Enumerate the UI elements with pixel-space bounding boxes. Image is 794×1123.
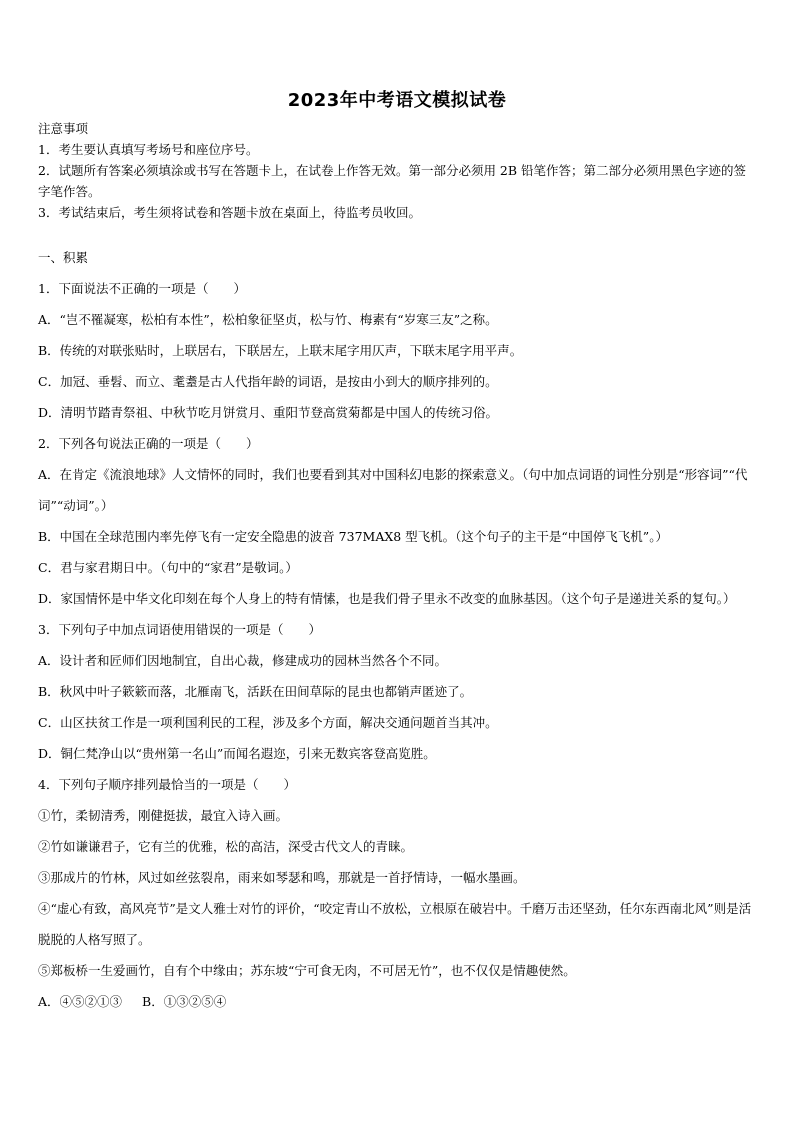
question-option: B．秋风中叶子簌簌而落，北雁南飞，活跃在田间草际的昆虫也都销声匿迹了。	[38, 684, 473, 699]
question-option: A．“岂不罹凝寒，松柏有本性”，松柏象征坚贞，松与竹、梅素有“岁寒三友”之称。	[38, 312, 498, 327]
notice-heading: 注意事项	[38, 121, 89, 136]
question-option: D．铜仁梵净山以“贵州第一名山”而闻名遐迩，引来无数宾客登高览胜。	[38, 746, 436, 761]
question-option: B．①③②⑤④	[142, 994, 227, 1009]
question-option: B．中国在全球范围内率先停飞有一定安全隐患的波音 737MAX8 型飞机。（这个句子的主干是“中国停飞飞机”。）	[38, 529, 668, 544]
notice-block	[38, 118, 756, 223]
question-stem: 4．下列句子顺序排列最恰当的一项是（ ）	[38, 777, 296, 792]
question-stem: 3．下列句子中加点词语使用错误的一项是（ ）	[38, 622, 321, 637]
question-stem: 2．下列各句说法正确的一项是（ ）	[38, 436, 259, 451]
answer-options-row	[38, 986, 756, 1017]
page-title: 2023年中考语文模拟试卷	[287, 90, 507, 111]
question-sentence: ④“虚心有致，高风亮节”是文人雅士对竹的评价，“咬定青山不放松，立根原在破岩中。千磨万击还坚劲，任尔东西南北风”则是活脱脱的人格写照了。	[38, 901, 752, 947]
question-sentence: ③那成片的竹林，风过如丝弦裂帛，雨来如琴瑟和鸣，那就是一首抒情诗，一幅水墨画。	[38, 870, 526, 885]
question-sentence: ⑤郑板桥一生爱画竹，自有个中缘由；苏东坡“宁可食无肉，不可居无竹”，也不仅仅是情趣使然。	[38, 963, 576, 978]
question-option: D．清明节踏青祭祖、中秋节吃月饼赏月、重阳节登高赏菊都是中国人的传统习俗。	[38, 405, 499, 420]
question-sentence: ①竹，柔韧清秀，刚健挺拔，最宜入诗入画。	[38, 808, 289, 823]
question-option: D．家国情怀是中华文化印刻在每个人身上的特有情愫，也是我们骨子里永不改变的血脉基因。（这个句子是递进关系的复句。）	[38, 591, 736, 606]
notice-item: 1．考生要认真填写考场号和座位序号。	[38, 142, 259, 157]
question-option: C．加冠、垂髫、而立、耄耋是古人代指年龄的词语，是按由小到大的顺序排列的。	[38, 374, 498, 389]
question-stem: 1．下面说法不正确的一项是（ ）	[38, 281, 246, 296]
questions-block	[38, 242, 756, 1017]
question-option: C．君与家君期日中。（句中的“家君”是敬词。）	[38, 560, 298, 575]
notice-item: 3．考试结束后，考生须将试卷和答题卡放在桌面上，待监考员收回。	[38, 205, 421, 220]
question-option: A．在肯定《流浪地球》人文情怀的同时，我们也要看到其对中国科幻电影的探索意义。（句中加点词语的词性分别是“形容词”“代词”“动词”。）	[38, 467, 748, 513]
question-option: B．传统的对联张贴时，上联居右，下联居左，上联末尾字用仄声，下联末尾字用平声。	[38, 343, 523, 358]
question-option: A．④⑤②①③	[38, 994, 123, 1009]
question-sentence: ②竹如谦谦君子，它有兰的优雅，松的高洁，深受古代文人的青睐。	[38, 839, 414, 854]
notice-item: 2．试题所有答案必须填涂或书写在答题卡上，在试卷上作答无效。第一部分必须用 2B 铅笔作答；第二部分必须用黑色字迹的签字笔作答。	[38, 163, 747, 199]
question-option: A．设计者和匠师们因地制宜，自出心裁，修建成功的园林当然各个不同。	[38, 653, 448, 668]
question-option: C．山区扶贫工作是一项利国利民的工程，涉及多个方面，解决交通问题首当其冲。	[38, 715, 498, 730]
section-heading: 一、积累	[38, 250, 89, 265]
